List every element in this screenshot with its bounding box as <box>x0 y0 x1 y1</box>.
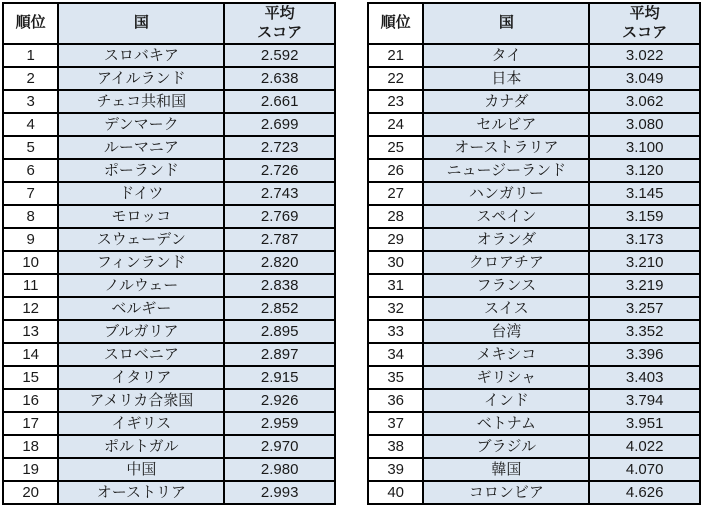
score-cell: 3.062 <box>589 90 700 113</box>
country-cell: 中国 <box>58 458 224 481</box>
rank-column-header: 順位 <box>3 3 58 44</box>
table-row <box>368 297 700 320</box>
score-cell: 3.403 <box>589 366 700 389</box>
rank-cell: 13 <box>3 320 58 343</box>
rank-cell: 8 <box>3 205 58 228</box>
table-row <box>368 182 700 205</box>
table-row <box>3 343 335 366</box>
rank-cell: 18 <box>3 435 58 458</box>
country-cell: クロアチア <box>423 251 589 274</box>
table-row <box>3 159 335 182</box>
score-cell: 2.661 <box>224 90 335 113</box>
table-row <box>3 113 335 136</box>
rank-cell: 9 <box>3 228 58 251</box>
rank-cell: 39 <box>368 458 423 481</box>
table-header <box>368 3 700 44</box>
score-cell: 3.173 <box>589 228 700 251</box>
country-cell: ベルギー <box>58 297 224 320</box>
country-cell: アメリカ合衆国 <box>58 389 224 412</box>
country-cell: 台湾 <box>423 320 589 343</box>
score-column-header <box>224 3 335 44</box>
table-row <box>3 205 335 228</box>
rank-cell: 1 <box>3 44 58 67</box>
rank-cell: 27 <box>368 182 423 205</box>
country-cell: ノルウェー <box>58 274 224 297</box>
score-cell: 3.257 <box>589 297 700 320</box>
country-cell: フィンランド <box>58 251 224 274</box>
country-cell: ポーランド <box>58 159 224 182</box>
country-cell: モロッコ <box>58 205 224 228</box>
rank-cell: 4 <box>3 113 58 136</box>
table-row <box>3 412 335 435</box>
country-cell: スイス <box>423 297 589 320</box>
table-row <box>3 251 335 274</box>
table-row <box>368 113 700 136</box>
ranking-table-21-40 <box>367 2 701 505</box>
rank-cell: 5 <box>3 136 58 159</box>
country-cell: オーストリア <box>58 481 224 504</box>
score-cell: 2.915 <box>224 366 335 389</box>
table-row <box>368 458 700 481</box>
rank-cell: 40 <box>368 481 423 504</box>
score-cell: 3.951 <box>589 412 700 435</box>
country-cell: ポルトガル <box>58 435 224 458</box>
table-row <box>368 481 700 504</box>
table-row <box>368 274 700 297</box>
score-header-line2: スコア <box>622 23 668 41</box>
table-row <box>3 297 335 320</box>
score-cell: 2.897 <box>224 343 335 366</box>
rank-cell: 35 <box>368 366 423 389</box>
score-cell: 2.638 <box>224 67 335 90</box>
rank-cell: 33 <box>368 320 423 343</box>
score-cell: 3.219 <box>589 274 700 297</box>
table-row <box>368 136 700 159</box>
score-cell: 2.895 <box>224 320 335 343</box>
table-row <box>3 44 335 67</box>
score-cell: 2.699 <box>224 113 335 136</box>
score-cell: 3.120 <box>589 159 700 182</box>
table-row <box>368 251 700 274</box>
score-cell: 3.100 <box>589 136 700 159</box>
rank-cell: 17 <box>3 412 58 435</box>
country-cell: ブラジル <box>423 435 589 458</box>
country-cell: デンマーク <box>58 113 224 136</box>
score-cell: 3.794 <box>589 389 700 412</box>
rank-cell: 6 <box>3 159 58 182</box>
table-row <box>368 90 700 113</box>
rank-cell: 38 <box>368 435 423 458</box>
score-header-line1: 平均 <box>629 4 660 22</box>
country-cell: アイルランド <box>58 67 224 90</box>
country-cell: インド <box>423 389 589 412</box>
country-cell: ドイツ <box>58 182 224 205</box>
country-cell: フランス <box>423 274 589 297</box>
rank-cell: 11 <box>3 274 58 297</box>
rank-cell: 25 <box>368 136 423 159</box>
table-body <box>368 44 700 504</box>
country-cell: スロバキア <box>58 44 224 67</box>
country-cell: タイ <box>423 44 589 67</box>
table-row <box>3 366 335 389</box>
table-row <box>368 343 700 366</box>
table-row <box>3 136 335 159</box>
table-row <box>3 274 335 297</box>
score-cell: 2.970 <box>224 435 335 458</box>
country-cell: 日本 <box>423 67 589 90</box>
score-cell: 2.838 <box>224 274 335 297</box>
score-cell: 2.769 <box>224 205 335 228</box>
rank-cell: 3 <box>3 90 58 113</box>
rank-cell: 24 <box>368 113 423 136</box>
rank-cell: 36 <box>368 389 423 412</box>
table-row <box>3 182 335 205</box>
score-cell: 2.743 <box>224 182 335 205</box>
rank-cell: 16 <box>3 389 58 412</box>
country-column-header: 国 <box>423 3 589 44</box>
table-row <box>368 228 700 251</box>
country-cell: ブルガリア <box>58 320 224 343</box>
table-row <box>3 320 335 343</box>
table-header <box>3 3 335 44</box>
rank-cell: 10 <box>3 251 58 274</box>
score-cell: 2.926 <box>224 389 335 412</box>
score-cell: 3.145 <box>589 182 700 205</box>
score-cell: 2.852 <box>224 297 335 320</box>
rank-cell: 15 <box>3 366 58 389</box>
rank-cell: 28 <box>368 205 423 228</box>
score-cell: 3.159 <box>589 205 700 228</box>
rank-cell: 37 <box>368 412 423 435</box>
rank-cell: 20 <box>3 481 58 504</box>
rank-cell: 14 <box>3 343 58 366</box>
rank-cell: 21 <box>368 44 423 67</box>
rank-cell: 26 <box>368 159 423 182</box>
score-cell: 2.787 <box>224 228 335 251</box>
table-row <box>368 389 700 412</box>
score-cell: 2.820 <box>224 251 335 274</box>
rank-cell: 30 <box>368 251 423 274</box>
table-row <box>368 159 700 182</box>
table-row <box>3 389 335 412</box>
country-cell: 韓国 <box>423 458 589 481</box>
country-cell: イタリア <box>58 366 224 389</box>
table-row <box>368 205 700 228</box>
country-cell: ハンガリー <box>423 182 589 205</box>
country-cell: コロンビア <box>423 481 589 504</box>
country-cell: ニュージーランド <box>423 159 589 182</box>
country-cell: オーストラリア <box>423 136 589 159</box>
score-cell: 2.959 <box>224 412 335 435</box>
rank-column-header: 順位 <box>368 3 423 44</box>
score-cell: 4.626 <box>589 481 700 504</box>
country-cell: ギリシャ <box>423 366 589 389</box>
rank-cell: 29 <box>368 228 423 251</box>
score-header-line2: スコア <box>257 23 303 41</box>
score-cell: 2.726 <box>224 159 335 182</box>
score-cell: 2.723 <box>224 136 335 159</box>
table-row <box>3 90 335 113</box>
table-row <box>3 228 335 251</box>
country-cell: チェコ共和国 <box>58 90 224 113</box>
score-cell: 3.022 <box>589 44 700 67</box>
rank-cell: 22 <box>368 67 423 90</box>
score-cell: 3.080 <box>589 113 700 136</box>
score-cell: 2.980 <box>224 458 335 481</box>
score-cell: 3.352 <box>589 320 700 343</box>
country-cell: スペイン <box>423 205 589 228</box>
country-cell: スウェーデン <box>58 228 224 251</box>
table-row <box>3 458 335 481</box>
rank-cell: 12 <box>3 297 58 320</box>
score-cell: 4.070 <box>589 458 700 481</box>
ranking-table-1-20 <box>2 2 336 505</box>
table-row <box>3 481 335 504</box>
rank-cell: 34 <box>368 343 423 366</box>
score-cell: 3.396 <box>589 343 700 366</box>
table-body <box>3 44 335 504</box>
country-cell: オランダ <box>423 228 589 251</box>
country-cell: カナダ <box>423 90 589 113</box>
table-row <box>368 320 700 343</box>
score-cell: 3.210 <box>589 251 700 274</box>
country-cell: スロベニア <box>58 343 224 366</box>
score-cell: 4.022 <box>589 435 700 458</box>
country-cell: ベトナム <box>423 412 589 435</box>
score-header-line1: 平均 <box>264 4 295 22</box>
table-row <box>3 435 335 458</box>
table-row <box>368 435 700 458</box>
country-cell: イギリス <box>58 412 224 435</box>
country-cell: セルビア <box>423 113 589 136</box>
country-cell: メキシコ <box>423 343 589 366</box>
score-cell: 3.049 <box>589 67 700 90</box>
score-cell: 2.993 <box>224 481 335 504</box>
table-row <box>368 412 700 435</box>
rank-cell: 7 <box>3 182 58 205</box>
country-column-header: 国 <box>58 3 224 44</box>
country-cell: ルーマニア <box>58 136 224 159</box>
score-cell: 2.592 <box>224 44 335 67</box>
header-row <box>368 3 700 44</box>
table-row <box>368 67 700 90</box>
score-column-header <box>589 3 700 44</box>
rank-cell: 32 <box>368 297 423 320</box>
header-row <box>3 3 335 44</box>
rank-cell: 2 <box>3 67 58 90</box>
table-row <box>368 44 700 67</box>
rank-cell: 31 <box>368 274 423 297</box>
table-row <box>3 67 335 90</box>
rank-cell: 23 <box>368 90 423 113</box>
table-row <box>368 366 700 389</box>
rank-cell: 19 <box>3 458 58 481</box>
